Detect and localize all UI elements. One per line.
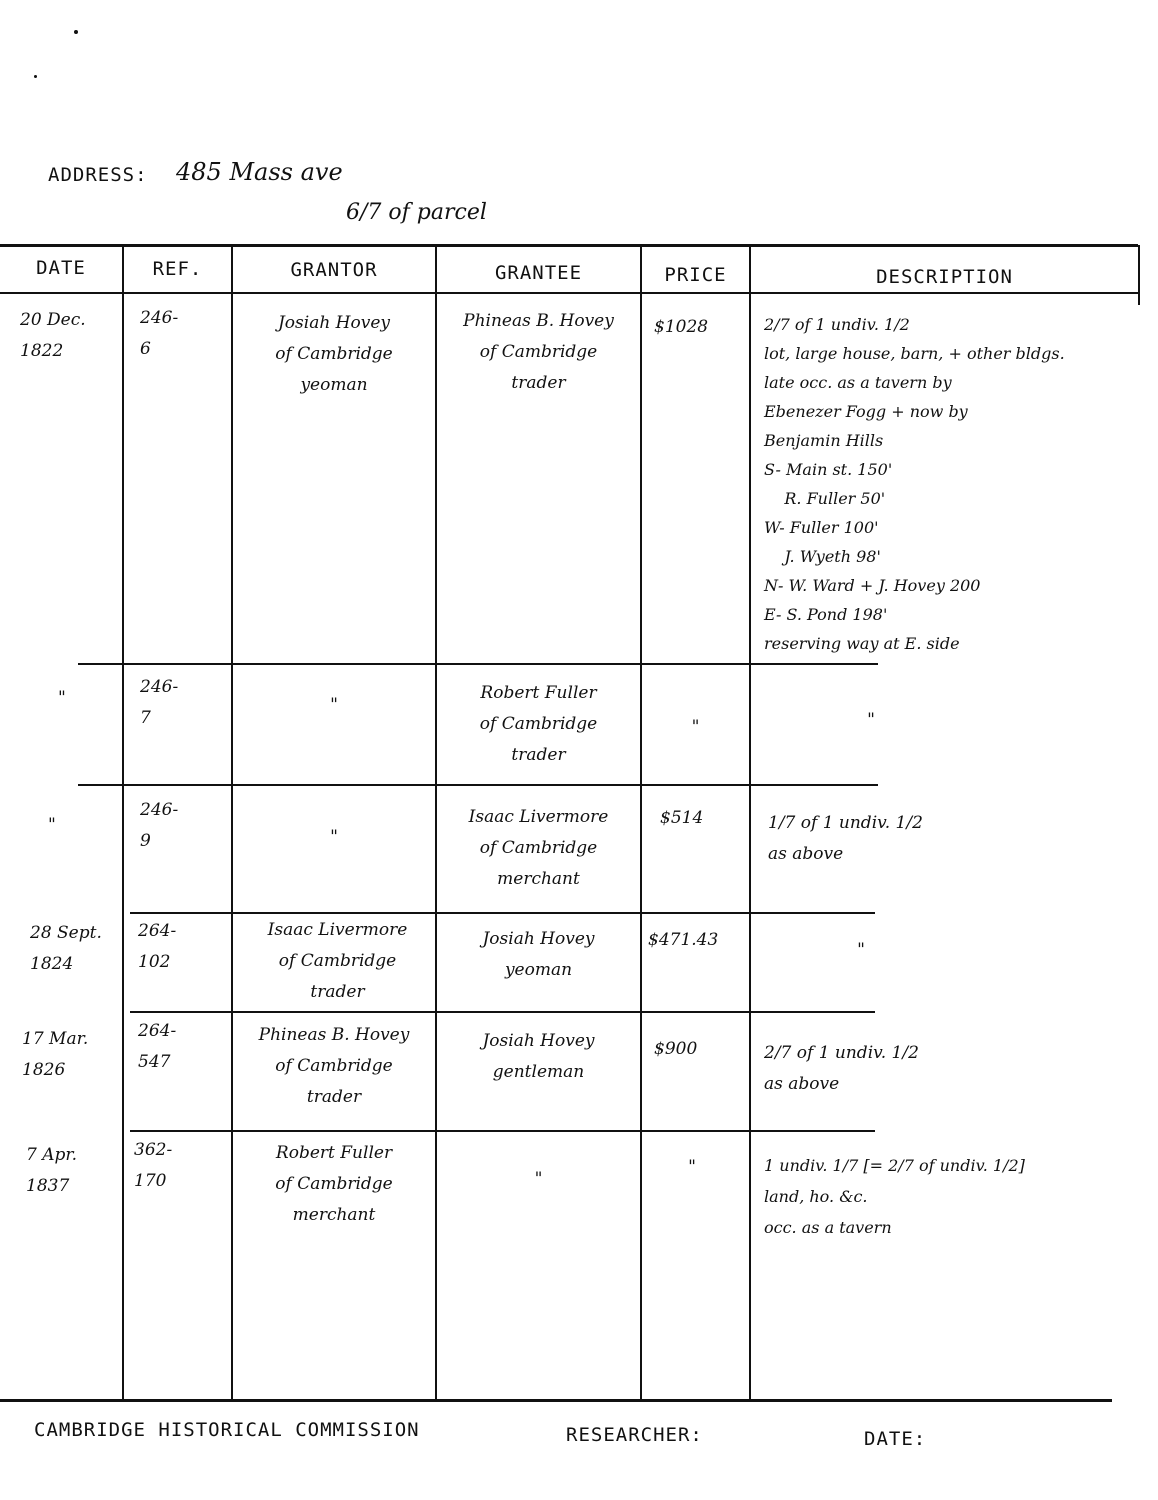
row-description: 1/7 of 1 undiv. 1/2 as above xyxy=(768,813,923,864)
row-grantor: " xyxy=(330,827,338,847)
address-value: 485 Mass ave xyxy=(176,158,343,186)
row-description: " xyxy=(867,710,875,730)
row-date: 28 Sept. 1824 xyxy=(30,923,102,974)
row-grantee: Josiah Hovey yeoman xyxy=(482,929,595,980)
row-price: " xyxy=(688,1157,696,1177)
row-price: $514 xyxy=(660,808,704,828)
parcel-note: 6/7 of parcel xyxy=(346,200,487,225)
row-grantee: Robert Fuller of Cambridge trader xyxy=(479,683,598,765)
row-description: " xyxy=(857,940,865,960)
row-price: $900 xyxy=(654,1039,698,1059)
row-ref: 246- 9 xyxy=(140,800,179,851)
commission-name: CAMBRIDGE HISTORICAL COMMISSION xyxy=(34,1419,420,1441)
row-grantor: Josiah Hovey of Cambridge yeoman xyxy=(275,313,393,395)
row-grantee: " xyxy=(534,1169,543,1189)
row-ref: 246- 6 xyxy=(140,308,179,359)
row-grantor: Robert Fuller of Cambridge merchant xyxy=(275,1143,393,1225)
row-description: 1 undiv. 1/7 [= 2/7 of undiv. 1/2] land, ho. &c. occ. as a tavern xyxy=(764,1156,1025,1237)
header-grantee: GRANTEE xyxy=(494,262,583,284)
researcher-label: RESEARCHER: xyxy=(566,1424,703,1446)
row-date: " xyxy=(48,815,56,835)
row-grantee: Josiah Hovey gentleman xyxy=(482,1031,595,1082)
header-ref: REF. xyxy=(152,258,203,280)
date-label: DATE: xyxy=(864,1428,927,1450)
row-grantor: Phineas B. Hovey of Cambridge trader xyxy=(258,1025,410,1107)
row-price: $471.43 xyxy=(648,930,719,950)
row-date: " xyxy=(58,688,66,708)
row-date: 20 Dec. 1822 xyxy=(20,310,86,361)
row-ref: 362- 170 xyxy=(134,1140,173,1191)
row-ref: 264- 102 xyxy=(138,921,177,972)
row-price: " xyxy=(691,717,700,737)
row-grantee: Isaac Livermore of Cambridge merchant xyxy=(468,807,609,889)
address-label: ADDRESS: xyxy=(48,164,148,186)
header-price: PRICE xyxy=(664,264,727,286)
header-date: DATE xyxy=(36,257,86,279)
row-grantee: Phineas B. Hovey of Cambridge trader xyxy=(463,311,614,393)
header-grantor: GRANTOR xyxy=(290,259,378,281)
row-ref: 246- 7 xyxy=(140,677,179,728)
speck xyxy=(74,30,78,34)
row-date: 7 Apr. 1837 xyxy=(26,1145,78,1196)
row-ref: 264- 547 xyxy=(138,1021,177,1072)
row-price: $1028 xyxy=(654,317,709,337)
row-description: 2/7 of 1 undiv. 1/2 lot, large house, barn, + other bldgs. late occ. as a tavern by Ebenezer Fogg + now by Benjamin Hills S- Main st. 150' R. Fuller 50' W- Fuller 100' J. Wyeth 98' N- W. Ward + J. Hovey 200 E- S. Pond 198' reserving way at E. side xyxy=(764,315,1065,653)
row-date: 17 Mar. 1826 xyxy=(22,1029,89,1080)
row-grantor: Isaac Livermore of Cambridge trader xyxy=(267,920,408,1002)
speck xyxy=(34,75,37,78)
header-description: DESCRIPTION xyxy=(876,266,1013,288)
row-description: 2/7 of 1 undiv. 1/2 as above xyxy=(764,1043,919,1094)
row-grantor: " xyxy=(330,695,338,715)
